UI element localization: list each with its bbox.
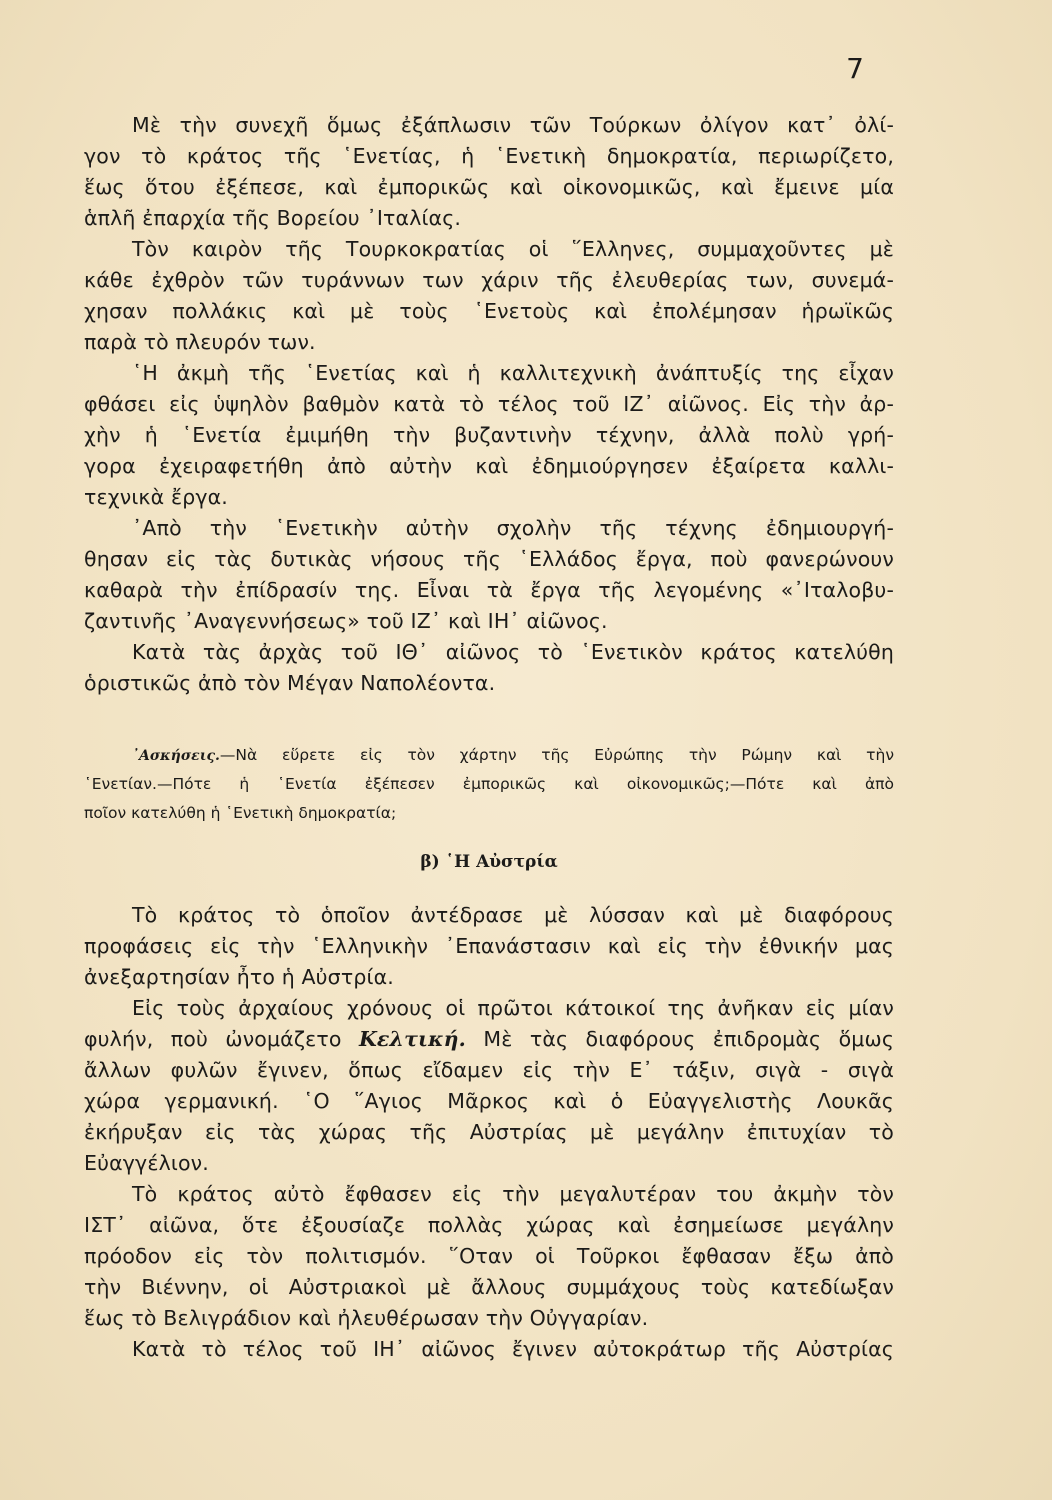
text-line: κάθε ἐχθρὸν τῶν τυράννων των χάριν τῆς ἐλευθερίας των, συνεμά- — [84, 268, 894, 292]
text-line: τεχνικὰ ἔργα. — [84, 485, 228, 509]
austria-section-text — [84, 900, 894, 1365]
text-line: Τὸ κράτος τὸ ὁποῖον ἀντέδρασε μὲ λύσσαν καὶ μὲ διαφόρους — [132, 903, 894, 927]
text-line: ὁριστικῶς ἀπὸ τὸν Μέγαν Ναπολέοντα. — [84, 671, 496, 695]
exercise-line — [84, 741, 894, 770]
text-line: τὴν Βιέννην, οἱ Αὐστριακοὶ μὲ ἄλλους συμμάχους τοὺς κατεδίωξαν — [84, 1275, 894, 1299]
text-line: προφάσεις εἰς τὴν ῾Ελληνικὴν ᾽Επανάστασιν καὶ εἰς τὴν ἐθνικήν μας — [84, 934, 894, 958]
text-line: θησαν εἰς τὰς δυτικὰς νήσους τῆς ῾Ελλάδος ἔργα, ποὺ φανερώνουν — [84, 547, 894, 571]
text-line: ἄλλων φυλῶν ἔγινεν, ὅπως εἴδαμεν εἰς τὴν Ε᾽ τάξιν, σιγὰ - σιγὰ — [84, 1058, 894, 1082]
text-line: Τὸ κράτος αὐτὸ ἔφθασεν εἰς τὴν μεγαλυτέραν του ἀκμὴν τὸν — [132, 1182, 894, 1206]
exercise-line: ποῖον κατελύθη ἡ ῾Ενετικὴ δημοκρατία; — [84, 804, 397, 822]
celtic-line-before: φυλήν, ποὺ ὠνομάζετο — [84, 1027, 359, 1051]
text-line: γον τὸ κράτος τῆς ῾Ενετίας, ἡ ῾Ενετικὴ δημοκρατία, περιωρίζετο, — [84, 144, 894, 168]
text-line: ἕως τὸ Βελιγράδιον καὶ ἠλευθέρωσαν τὴν Οὐγγαρίαν. — [84, 1306, 649, 1330]
exercise-line: ῾Ενετίαν.—Πότε ἡ ῾Ενετία ἐξέπεσεν ἐμπορικῶς καὶ οἰκονομικῶς;—Πότε καὶ ἀπὸ — [84, 775, 894, 793]
text-line: χησαν πολλάκις καὶ μὲ τοὺς ῾Ενετοὺς καὶ ἐπολέμησαν ἡρωϊκῶς — [84, 299, 894, 323]
text-line: γορα ἐχειραφετήθη ἀπὸ αὐτὴν καὶ ἐδημιούργησεν ἐξαίρετα καλλι- — [84, 454, 894, 478]
text-line: χώρα γερμανική. ῾Ο ῞Αγιος Μᾶρκος καὶ ὁ Εὐαγγελιστὴς Λουκᾶς — [84, 1089, 894, 1113]
text-line: Μὲ τὴν συνεχῆ ὅμως ἐξάπλωσιν τῶν Τούρκων ὀλίγον κατ᾽ ὀλί- — [132, 113, 894, 137]
text-line: ἕως ὅτου ἐξέπεσε, καὶ ἐμπορικῶς καὶ οἰκονομικῶς, καὶ ἔμεινε μία — [84, 175, 894, 199]
venice-section-text — [84, 110, 894, 699]
celtic-line-after: Μὲ τὰς διαφόρους ἐπιδρομὰς ὅμως — [465, 1027, 894, 1051]
text-line: πρόοδον εἰς τὸν πολιτισμόν. ῞Οταν οἱ Τοῦρκοι ἔφθασαν ἔξω ἀπὸ — [84, 1244, 894, 1268]
text-line: Εὐαγγέλιον. — [84, 1151, 209, 1175]
exercises-block — [84, 741, 894, 828]
text-line: Κατὰ τὰς ἀρχὰς τοῦ ΙΘ᾽ αἰῶνος τὸ ῾Ενετικὸν κράτος κατελύθη — [132, 640, 894, 664]
text-line: Εἰς τοὺς ἀρχαίους χρόνους οἱ πρῶτοι κάτοικοί της ἀνῆκαν εἰς μίαν — [132, 996, 894, 1020]
text-line: Κατὰ τὸ τέλος τοῦ ΙΗ᾽ αἰῶνος ἔγινεν αὐτοκράτωρ τῆς Αὐστρίας — [132, 1337, 894, 1361]
text-line: χὴν ἡ ῾Ενετία ἐμιμήθη τὴν βυζαντινὴν τέχνην, ἀλλὰ πολὺ γρή- — [84, 423, 894, 447]
text-line: ΙΣΤ᾽ αἰῶνα, ὅτε ἐξουσίαζε πολλὰς χώρας καὶ ἐσημείωσε μεγάλην — [84, 1213, 894, 1237]
text-line: ἀνεξαρτησίαν ἦτο ἡ Αὐστρία. — [84, 965, 394, 989]
text-line: καθαρὰ τὴν ἐπίδρασίν της. Εἶναι τὰ ἔργα τῆς λεγομένης «᾽Ιταλοβυ- — [84, 578, 894, 602]
section-heading: β) ῾Η Αὐστρία — [420, 852, 558, 872]
exercises-label: ᾽Ασκήσεις. — [132, 748, 220, 764]
celtic-word: Κελτική. — [358, 1027, 466, 1051]
text-line: ᾽Απὸ τὴν ῾Ενετικὴν αὐτὴν σχολὴν τῆς τέχνης ἐδημιουργή- — [132, 516, 894, 540]
text-line — [84, 1024, 894, 1055]
page-number: 7 — [846, 52, 864, 85]
text-line: ζαντινῆς ᾽Αναγεννήσεως» τοῦ ΙΖ᾽ καὶ ΙΗ᾽ αἰῶνος. — [84, 609, 608, 633]
text-line: ἁπλῆ ἐπαρχία τῆς Βορείου ᾽Ιταλίας. — [84, 206, 462, 230]
text-line: ἐκήρυξαν εἰς τὰς χώρας τῆς Αὐστρίας μὲ μεγάλην ἐπιτυχίαν τὸ — [84, 1120, 894, 1144]
text-line: ῾Η ἀκμὴ τῆς ῾Ενετίας καὶ ἡ καλλιτεχνικὴ ἀνάπτυξίς της εἶχαν — [132, 361, 894, 385]
text-line: παρὰ τὸ πλευρόν των. — [84, 330, 316, 354]
exercise-text: —Νὰ εὕρετε εἰς τὸν χάρτην τῆς Εὐρώπης τὴν Ρώμην καὶ τὴν — [219, 746, 894, 764]
text-line: Τὸν καιρὸν τῆς Τουρκοκρατίας οἱ ῞Ελληνες, συμμαχοῦντες μὲ — [132, 237, 894, 261]
text-line: φθάσει εἰς ὑψηλὸν βαθμὸν κατὰ τὸ τέλος τοῦ ΙΖ᾽ αἰῶνος. Εἰς τὴν ἀρ- — [84, 392, 894, 416]
